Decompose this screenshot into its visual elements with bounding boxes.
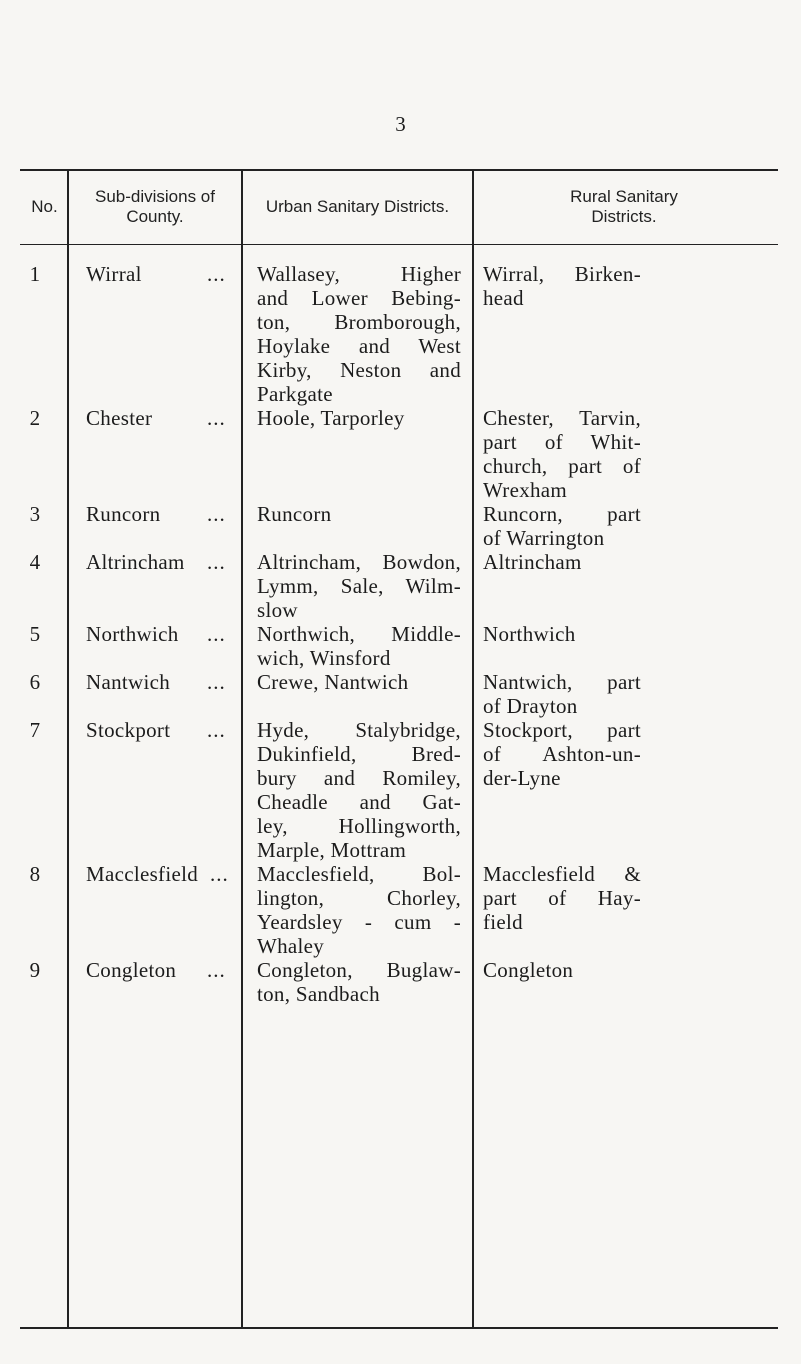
urban-line: Hoylake and West — [257, 334, 461, 358]
urban-line: Cheadle and Gat- — [257, 790, 461, 814]
subdivision-name: Northwich — [86, 622, 179, 646]
header-rural-line: Rural Sanitary — [570, 187, 678, 206]
header-rural — [474, 187, 774, 227]
rural-line: Altrincham — [483, 550, 582, 574]
row-number: 1 — [29, 262, 41, 286]
rural-districts — [483, 862, 641, 934]
urban-line: Kirby, Neston and — [257, 358, 461, 382]
column-divider-1 — [67, 170, 69, 1328]
rural-line: of Warrington — [483, 526, 605, 550]
row-number: 2 — [29, 406, 41, 430]
row-number: 4 — [29, 550, 41, 574]
urban-line: Marple, Mottram — [257, 838, 407, 862]
urban-districts — [257, 550, 461, 622]
rural-line: Chester, Tarvin, — [483, 406, 641, 430]
rural-line: of Ashton-un- — [483, 742, 641, 766]
urban-line: Hyde, Stalybridge, — [257, 718, 461, 742]
rural-line: of Drayton — [483, 694, 578, 718]
subdivision-name: Macclesfield — [86, 862, 199, 886]
urban-line: bury and Romiley, — [257, 766, 461, 790]
row-number: 3 — [29, 502, 41, 526]
page-number: 3 — [395, 112, 406, 136]
column-divider-3 — [472, 170, 474, 1328]
leader-dots: ... — [207, 670, 226, 694]
rural-line: Congleton — [483, 958, 574, 982]
urban-districts — [257, 622, 461, 670]
urban-line: Hoole, Tarporley — [257, 406, 405, 430]
urban-line: ton, Bromborough, — [257, 310, 461, 334]
leader-dots: ... — [207, 406, 226, 430]
urban-line: Wallasey, Higher — [257, 262, 461, 286]
urban-districts — [257, 958, 461, 1006]
rural-districts — [483, 718, 641, 790]
urban-line: Macclesfield, Bol- — [257, 862, 461, 886]
rural-line: part of Hay- — [483, 886, 641, 910]
rural-districts — [483, 406, 641, 502]
urban-districts — [257, 670, 461, 694]
subdivision-name: Chester — [86, 406, 153, 430]
row-number: 5 — [29, 622, 41, 646]
rural-line: Macclesfield & — [483, 862, 641, 886]
subdivision-name: Nantwich — [86, 670, 171, 694]
urban-line: Dukinfield, Bred- — [257, 742, 461, 766]
urban-line: and Lower Bebing- — [257, 286, 461, 310]
urban-line: Whaley — [257, 934, 325, 958]
rural-line: Wrexham — [483, 478, 568, 502]
leader-dots: ... — [207, 718, 226, 742]
urban-line: lington, Chorley, — [257, 886, 461, 910]
urban-line: ton, Sandbach — [257, 982, 380, 1006]
rural-line: part of Whit- — [483, 430, 641, 454]
header-bottom-rule — [20, 244, 778, 245]
subdivision-name: Runcorn — [86, 502, 161, 526]
rural-line: Nantwich, part — [483, 670, 641, 694]
urban-line: slow — [257, 598, 298, 622]
subdivision-name: Altrincham — [86, 550, 185, 574]
leader-dots: ... — [207, 502, 226, 526]
table-bottom-rule — [20, 1327, 778, 1329]
leader-dots: ... — [207, 622, 226, 646]
rural-line: church, part of — [483, 454, 641, 478]
rural-line: field — [483, 910, 523, 934]
leader-dots: ... — [207, 262, 226, 286]
urban-districts — [257, 262, 461, 406]
row-number: 9 — [29, 958, 41, 982]
urban-line: Parkgate — [257, 382, 333, 406]
urban-line: Altrincham, Bowdon, — [257, 550, 461, 574]
urban-line: Congleton, Buglaw- — [257, 958, 461, 982]
rural-line: der-Lyne — [483, 766, 561, 790]
leader-dots: ... — [207, 550, 226, 574]
rural-line: Wirral, Birken- — [483, 262, 641, 286]
header-subdivision — [69, 187, 241, 227]
rural-districts — [483, 550, 641, 574]
header-rural-line: Districts. — [591, 207, 657, 226]
urban-districts — [257, 718, 461, 862]
rural-line: Runcorn, part — [483, 502, 641, 526]
rural-line: Stockport, part — [483, 718, 641, 742]
rural-line: head — [483, 286, 524, 310]
rural-line: Northwich — [483, 622, 576, 646]
urban-line: Lymm, Sale, Wilm- — [257, 574, 461, 598]
urban-line: ley, Hollingworth, — [257, 814, 461, 838]
header-subdivision-line: Sub-divisions of — [94, 187, 215, 206]
rural-districts — [483, 502, 641, 550]
urban-line: Northwich, Middle- — [257, 622, 461, 646]
header-no: No. — [31, 197, 58, 216]
rural-districts — [483, 958, 641, 982]
header-urban: Urban Sanitary Districts. — [265, 197, 450, 216]
rural-districts — [483, 670, 641, 718]
subdivision-name: Stockport — [86, 718, 171, 742]
row-number: 8 — [29, 862, 41, 886]
urban-districts — [257, 502, 461, 526]
column-divider-2 — [241, 170, 243, 1328]
subdivision-name: Wirral — [86, 262, 142, 286]
leader-dots: ... — [210, 862, 229, 886]
row-number: 6 — [29, 670, 41, 694]
table-top-rule — [20, 169, 778, 171]
row-number: 7 — [29, 718, 41, 742]
leader-dots: ... — [207, 958, 226, 982]
urban-line: Yeardsley - cum - — [257, 910, 461, 934]
rural-districts — [483, 622, 641, 646]
urban-line: wich, Winsford — [257, 646, 391, 670]
rural-districts — [483, 262, 641, 310]
header-subdivision-line: County. — [126, 207, 184, 226]
urban-line: Runcorn — [257, 502, 332, 526]
subdivision-name: Congleton — [86, 958, 177, 982]
urban-districts — [257, 406, 461, 430]
urban-line: Crewe, Nantwich — [257, 670, 409, 694]
urban-districts — [257, 862, 461, 958]
